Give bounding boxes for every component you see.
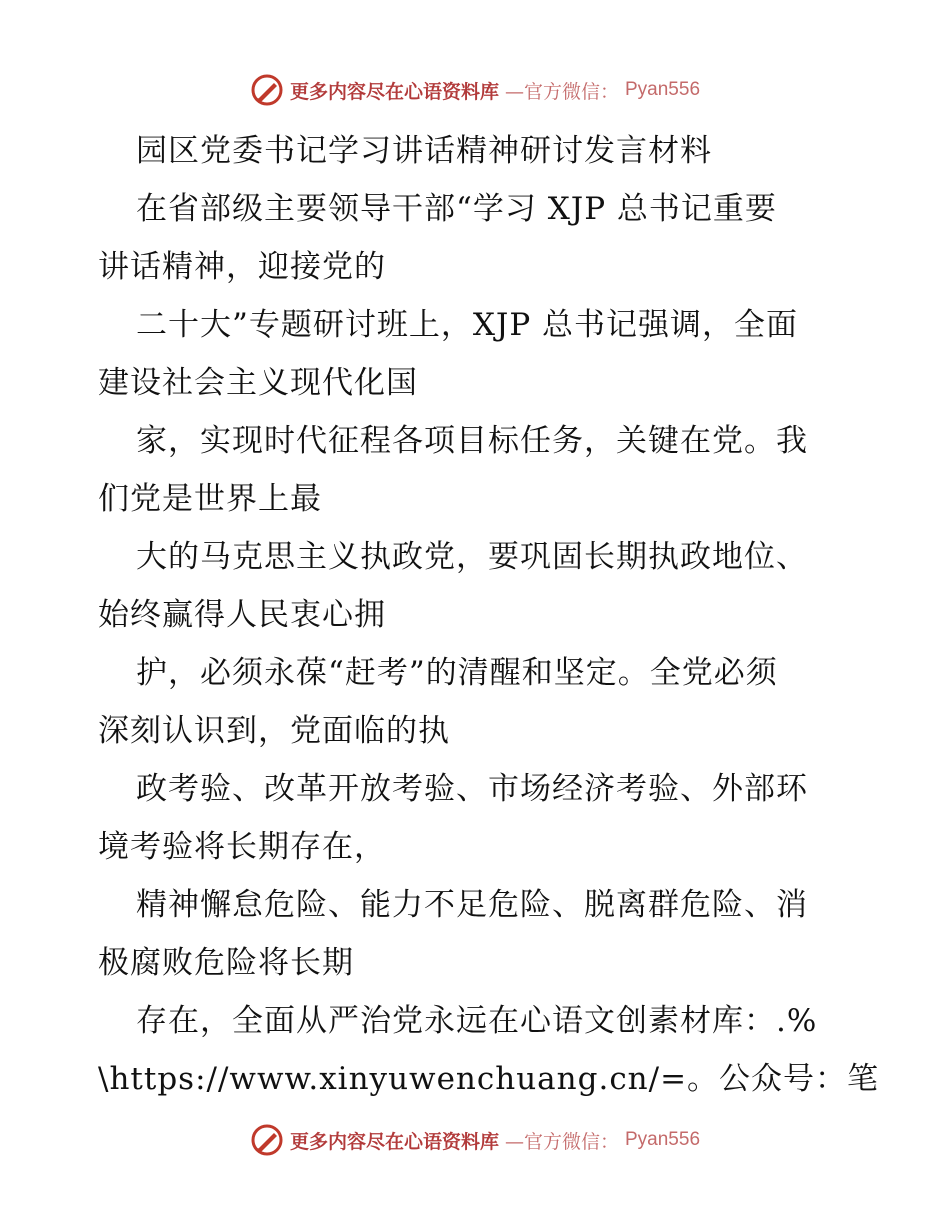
document-body xyxy=(98,122,880,1108)
paragraph-line: 深刻认识到，党面临的执 xyxy=(98,713,450,749)
pen-logo-icon xyxy=(250,73,284,107)
paragraph-line: 存在，全面从严治党永远在心语文创素材库：.% xyxy=(136,1003,818,1039)
paragraph-line: 极腐败危险将长期 xyxy=(98,945,354,981)
banner-official-label: —官方微信： xyxy=(504,80,619,103)
paragraph-line: 政考验、改革开放考验、市场经济考验、外部环 xyxy=(136,771,808,807)
paragraph-line: 家，实现时代征程各项目标任务，关键在党。我 xyxy=(136,423,808,459)
paragraph-line: 讲话精神，迎接党的 xyxy=(98,249,386,285)
banner-wechat-id: Pyan556 xyxy=(625,1129,701,1150)
banner-brand-text: 更多内容尽在心语资料库 xyxy=(289,1130,499,1153)
banner-brand-text: 更多内容尽在心语资料库 xyxy=(289,80,499,103)
paragraph-line: 大的马克思主义执政党，要巩固长期执政地位、 xyxy=(136,539,808,575)
banner-official-label: —官方微信： xyxy=(504,1130,619,1153)
footer-watermark-banner xyxy=(0,1120,950,1160)
paragraph-line: 建设社会主义现代化国 xyxy=(98,365,418,401)
paragraph-line-url: \https://www.xinyuwenchuang.cn/=。公众号：笔 xyxy=(98,1061,880,1097)
pen-logo-icon xyxy=(250,1123,284,1157)
paragraph-line: 们党是世界上最 xyxy=(98,481,322,517)
banner-wechat-id: Pyan556 xyxy=(625,79,701,100)
paragraph-line: 护，必须永葆“赶考”的清醒和坚定。全党必须 xyxy=(136,655,778,691)
paragraph-line: 在省部级主要领导干部“学习 XJP 总书记重要 xyxy=(136,191,777,227)
header-watermark-banner xyxy=(0,70,950,110)
paragraph-line: 境考验将长期存在， xyxy=(98,829,386,865)
document-title: 园区党委书记学习讲话精神研讨发言材料 xyxy=(136,133,712,169)
paragraph-line: 精神懈怠危险、能力不足危险、脱离群危险、消 xyxy=(136,887,808,923)
paragraph-line: 始终赢得人民衷心拥 xyxy=(98,597,386,633)
paragraph-line: 二十大”专题研讨班上，XJP 总书记强调，全面 xyxy=(136,307,799,343)
